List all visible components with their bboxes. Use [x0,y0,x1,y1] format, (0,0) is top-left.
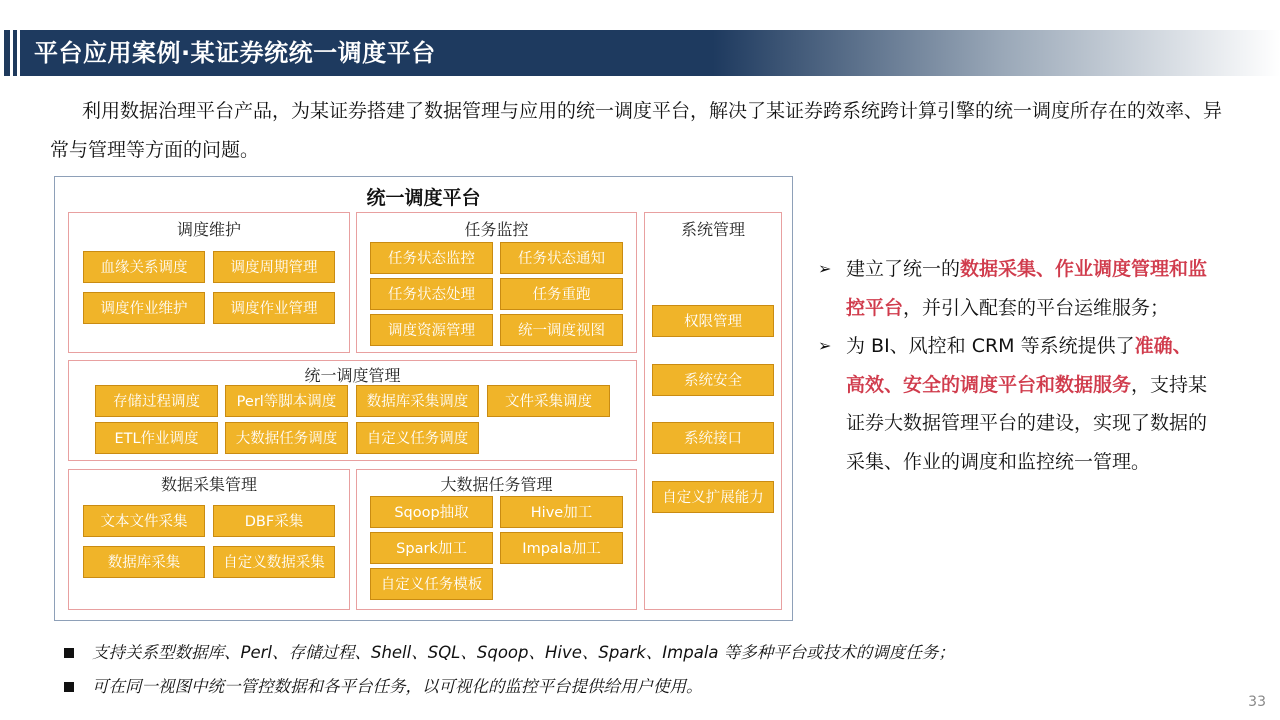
module-chip: 任务重跑 [500,278,623,310]
module-chip: DBF采集 [213,505,335,537]
panel-unified [68,360,637,461]
capability-text: 可在同一视图中统一管控数据和各平台任务，以可视化的监控平台提供给用户使用。 [92,677,703,696]
benefit-highlight: 数据采集、作业调度管理和监控平台 [846,258,1208,319]
module-chip: 自定义任务模板 [370,568,493,600]
benefits-list [818,250,1208,481]
module-chip: 自定义扩展能力 [652,481,774,513]
panel-title: 系统管理 [680,220,745,239]
module-chip: 任务状态监控 [370,242,493,274]
panel-title: 调度维护 [176,220,241,239]
intro-paragraph: 利用数据治理平台产品，为某证券搭建了数据管理与应用的统一调度平台，解决了某证券跨系统跨计算引擎的统一调度所存在的效率、异常与管理等方面的问题。 [50,100,1223,161]
square-bullet-icon [64,682,74,692]
module-chip: Impala加工 [500,532,623,564]
page-title: 平台应用案例·某证券统统一调度平台 [34,39,436,67]
panel-title: 数据采集管理 [160,475,257,494]
panel-bigdata [356,469,637,610]
platform-diagram [54,176,793,621]
page-number: 33 [1248,694,1266,710]
capability-item [62,636,1162,670]
module-chip: 系统接口 [652,422,774,454]
module-chip: 大数据任务调度 [225,422,348,454]
panel-collect [68,469,350,610]
module-chip: 任务状态通知 [500,242,623,274]
benefit-text: ，并引入配套的平台运维服务； [903,296,1170,319]
panel-title: 统一调度管理 [304,366,401,385]
module-chip: Perl等脚本调度 [225,385,348,417]
panel-title: 任务监控 [464,220,529,239]
capability-list [62,636,1162,704]
panel-system [644,212,782,610]
module-chip: Hive加工 [500,496,623,528]
panel-monitor [356,212,637,353]
panel-maintenance [68,212,350,353]
module-chip: 调度周期管理 [213,251,335,283]
capability-item [62,670,1162,704]
module-chip: 自定义数据采集 [213,546,335,578]
module-chip: ETL作业调度 [95,422,218,454]
module-chip: 系统安全 [652,364,774,396]
module-chip: Sqoop抽取 [370,496,493,528]
benefit-item [818,250,1208,327]
arrow-bullet-icon: ➢ [818,336,832,355]
module-chip: Spark加工 [370,532,493,564]
module-chip: 存储过程调度 [95,385,218,417]
benefit-text: 建立了统一的 [846,258,961,280]
diagram-title: 统一调度平台 [366,187,481,209]
module-chip: 任务状态处理 [370,278,493,310]
module-chip: 文本文件采集 [83,505,205,537]
module-chip: 数据库采集调度 [356,385,479,417]
module-chip: 数据库采集 [83,546,205,578]
module-chip: 调度作业维护 [83,292,205,324]
benefit-text: ，支持某证券大数据管理平台的建设，实现了数据的采集、作业的调度和监控统一管理。 [846,373,1208,473]
module-chip: 调度资源管理 [370,314,493,346]
panel-title: 大数据任务管理 [440,475,553,494]
banner-accent-bar [4,30,10,76]
arrow-bullet-icon: ➢ [818,259,832,278]
benefit-highlight: 准确、高效、安全的调度平台和数据服务 [846,335,1192,396]
module-chip: 权限管理 [652,305,774,337]
banner-accent-bar-thin [13,30,17,76]
module-chip: 血缘关系调度 [83,251,205,283]
capability-text: 支持关系型数据库、Perl、存储过程、Shell、SQL、Sqoop、Hive、Spark、Impala 等多种平台或技术的调度任务； [92,643,955,662]
module-chip: 调度作业管理 [213,292,335,324]
module-chip: 自定义任务调度 [356,422,479,454]
benefit-item [818,327,1208,481]
module-chip: 统一调度视图 [500,314,623,346]
title-banner [0,30,1280,76]
module-chip: 文件采集调度 [487,385,610,417]
square-bullet-icon [64,648,74,658]
benefit-text: 为 BI、风控和 CRM 等系统提供了 [846,335,1135,357]
